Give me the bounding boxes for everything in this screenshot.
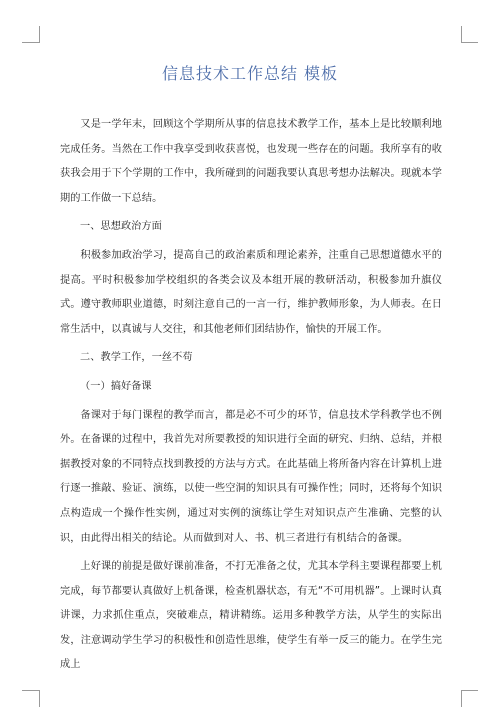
crop-mark-top-right-v: [461, 26, 462, 43]
crop-mark-top-left-v: [39, 26, 40, 43]
paragraph-political: 积极参加政治学习，提高自己的政治素质和理论素养，注重自己思想道德水平的提高。平时积极参加学校组织的各类会议及本组开展的教研活动，积极参加升旗仪式。遵守教师职业道德，时刻注意自己的一言一行，维护教师形象，为人师表。在日常生活中，以真诚与人交往，和其他老师们团结协作，愉快的开展工作。: [60, 249, 442, 335]
paragraph-intro: 又是一学年末，回顾这个学期所从事的信息技术教学工作，基本上是比较顺利地完成任务。当然在工作中我享受到收获喜悦，也发现一些存在的问题。我所享有的收获我会用于下个学期的工作中，我所碰到的问题我要认真思考想办法解决。现就本学期的工作做一下总结。: [60, 119, 442, 204]
crop-mark-bottom-left-h: [22, 690, 39, 691]
subheading-lesson-prep: （一）搞好备课: [80, 380, 152, 392]
crop-mark-bottom-left-v: [39, 690, 40, 707]
crop-mark-bottom-right-h: [461, 690, 478, 691]
document-body: [60, 113, 442, 682]
crop-mark-top-left-h: [22, 42, 39, 43]
crop-mark-bottom-right-v: [461, 690, 462, 707]
paragraph-lesson-prep: 备课对于每门课程的教学而言，都是必不可少的环节，信息技术学科教学也不例外。在备课的过程中，我首先对所要教授的知识进行全面的研究、归纳、总结，并根据教授对象的不同特点找到教授的方法与方式。在此基础上将所备内容在计算机上进行逐一推敲、验证、演练，以使一些空洞的知识具有可操作性；同时，还将每个知识点构造成一个操作性实例，通过对实例的演练让学生对知识点产生准确、完整的认识，由此得出相关的结论。从而做到对人、书、机三者进行有机结合的备课。: [60, 409, 442, 544]
document-title: 信息技术工作总结 模板: [161, 64, 339, 83]
heading-teaching: 二、教学工作，一丝不苟: [80, 352, 193, 364]
paragraph-class-prep: 上好课的前提是做好课前准备，不打无准备之仗，尤其本学科主要课程都要上机完成，每节都要认真做好上机备课，检查机器状态，有无“不可用机器”。上课时认真讲课，力求抓住重点，突破难点，精讲精练。运用多种教学方法，从学生的实际出发，注意调动学生学习的积极性和创造性思维，使学生有举一反三的能力。在学生完成上: [60, 561, 442, 671]
crop-mark-top-right-h: [461, 42, 478, 43]
heading-political: 一、思想政治方面: [80, 221, 162, 233]
